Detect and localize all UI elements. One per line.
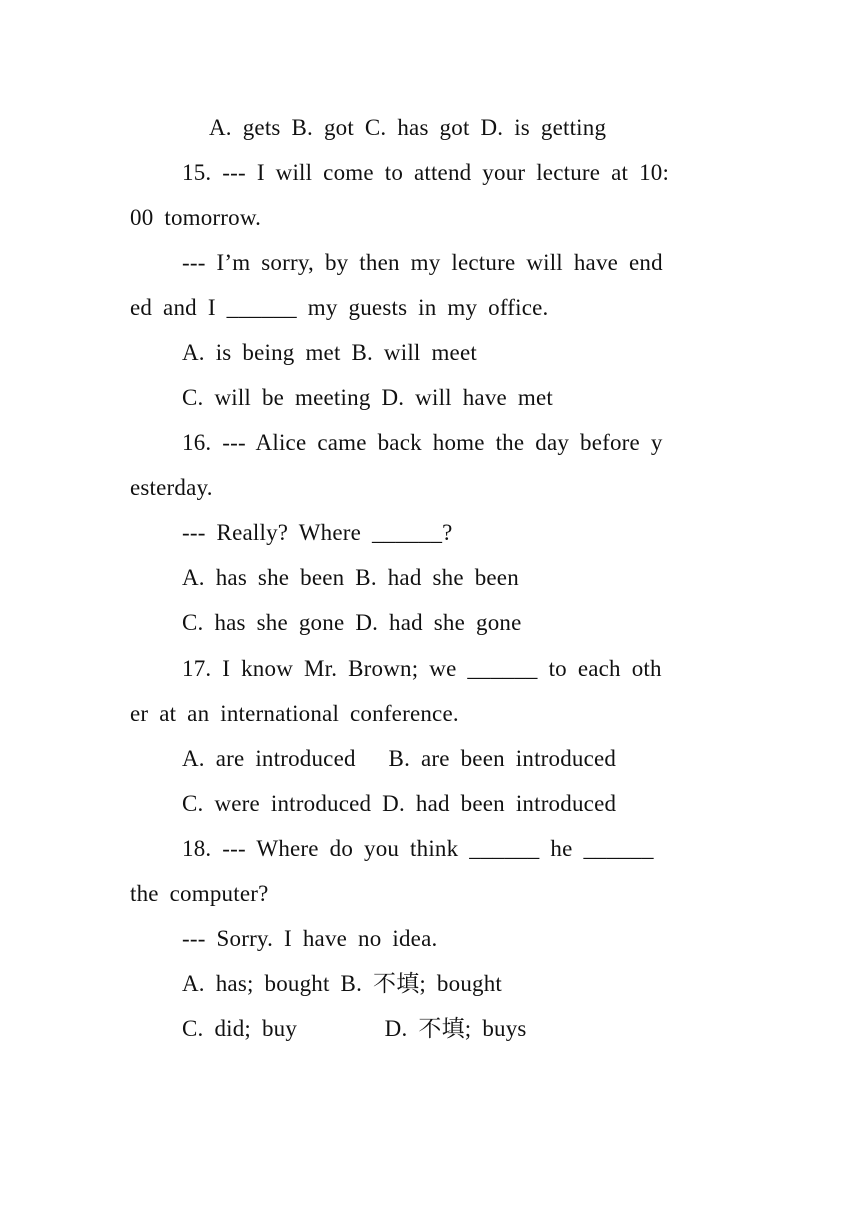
q18-reply: --- Sorry. I have no idea. [182,926,438,951]
q16-options-cd: C. has she gone D. had she gone [182,610,522,635]
q16-stem-line-1: 16. --- Alice came back home the day before y [182,430,663,455]
q15-reply-line-1: --- I’m sorry, by then my lecture will have end [182,250,663,275]
q18-options-ab: A. has; bought B. 不填; bought [182,971,503,996]
q16-reply: --- Really? Where ______? [182,520,453,545]
q14-options: A. gets B. got C. has got D. is getting [209,115,607,140]
q15-stem-line-1: 15. --- I will come to attend your lecture at 10: [182,160,670,185]
q15-options-ab: A. is being met B. will meet [182,340,477,365]
q17-stem-line-2: er at an international conference. [130,701,459,726]
q15-reply-line-2: ed and I ______ my guests in my office. [130,295,549,320]
q16-stem-line-2: esterday. [130,475,213,500]
q17-options-ab: A. are introduced B. are been introduced [182,746,617,771]
q18-stem-line-1: 18. --- Where do you think ______ he ______ [182,836,654,861]
q17-stem-line-1: 17. I know Mr. Brown; we ______ to each oth [182,656,662,681]
q18-options-cd: C. did; buy D. 不填; buys [182,1016,527,1041]
q15-options-cd: C. will be meeting D. will have met [182,385,553,410]
q18-stem-line-2: the computer? [130,881,269,906]
q15-stem-line-2: 00 tomorrow. [130,205,262,230]
q17-options-cd: C. were introduced D. had been introduced [182,791,617,816]
q16-options-ab: A. has she been B. had she been [182,565,519,590]
